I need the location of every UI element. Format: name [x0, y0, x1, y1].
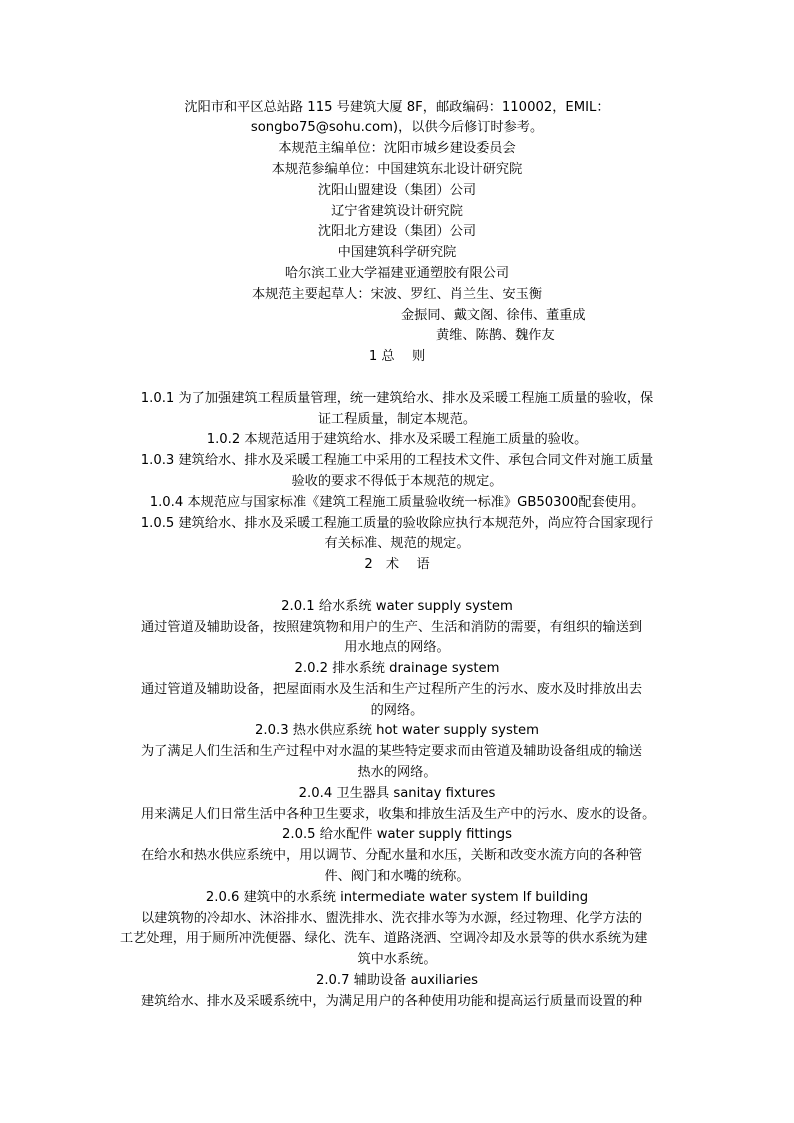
term-2-0-2-definition-continued: 的网络。	[370, 703, 424, 718]
term-2-0-7-heading: 2.0.7 辅助设备 auxiliaries	[315, 973, 479, 988]
drafters-line: 本规范主要起草人：宋波、罗红、肖兰生、安玉衡	[251, 287, 543, 302]
term-2-0-1-definition: 通过管道及辅助设备，按照建筑物和用户的生产、生活和消防的需要，有组织的输送到	[141, 620, 643, 635]
clause-1-0-1: 1.0.1 为了加强建筑工程质量管理，统一建筑给水、排水及采暖工程施工质量的验收，保	[140, 391, 654, 406]
clause-1-0-3: 1.0.3 建筑给水、排水及采暖工程施工中采用的工程技术文件、承包合同文件对施工质量	[140, 453, 654, 468]
term-2-0-5-definition: 在给水和热水供应系统中，用以调节、分配水量和水压，关断和改变水流方向的各种管	[141, 848, 643, 863]
participating-unit-item: 沈阳北方建设（集团）公司	[317, 224, 477, 239]
term-2-0-3-heading: 2.0.3 热水供应系统 hot water supply system	[255, 723, 539, 738]
participating-unit-item: 辽宁省建筑设计研究院	[331, 204, 463, 219]
drafters-continued-line: 金振同、戴文阁、徐伟、董重成	[401, 308, 586, 323]
clause-1-0-4: 1.0.4 本规范应与国家标准《建筑工程施工质量验收统一标准》GB50300配套使用。	[149, 495, 645, 510]
clause-1-0-3-continued: 验收的要求不得低于本规范的规定。	[291, 474, 503, 489]
term-2-0-6-heading: 2.0.6 建筑中的水系统 intermediate water system lf building	[205, 890, 589, 905]
drafters-continued-line: 黄维、陈鹊、魏作友	[436, 328, 555, 343]
term-2-0-7-definition: 建筑给水、排水及采暖系统中，为满足用户的各种使用功能和提高运行质量而设置的种	[141, 994, 643, 1009]
term-2-0-6-definition-continued: 工艺处理，用于厕所冲洗便器、绿化、洗车、道路浇洒、空调冷却及水景等的供水系统为建	[120, 931, 648, 946]
chief-editor-line: 本规范主编单位：沈阳市城乡建设委员会	[278, 141, 516, 156]
term-2-0-6-definition: 以建筑物的冷却水、沐浴排水、盥洗排水、洗衣排水等为水源，经过物理、化学方法的	[141, 911, 643, 926]
clause-1-0-5-continued: 有关标准、规范的规定。	[324, 536, 470, 551]
term-2-0-4-heading: 2.0.4 卫生器具 sanitay fixtures	[298, 786, 496, 801]
term-2-0-3-definition-continued: 热水的网络。	[357, 765, 437, 780]
contact-email-line: songbo75@sohu.com)，以供今后修订时参考。	[250, 120, 544, 135]
participating-unit-item: 沈阳山盟建设（集团）公司	[317, 183, 477, 198]
chapter-2-heading: 2 术 语	[364, 557, 430, 572]
term-2-0-2-definition: 通过管道及辅助设备，把屋面雨水及生活和生产过程所产生的污水、废水及时排放出去	[141, 682, 643, 697]
clause-1-0-5: 1.0.5 建筑给水、排水及采暖工程施工质量的验收除应执行本规范外，尚应符合国家现行	[140, 516, 654, 531]
term-2-0-2-heading: 2.0.2 排水系统 drainage system	[294, 661, 500, 676]
contact-address-line: 沈阳市和平区总站路 115 号建筑大厦 8F，邮政编码：110002，EMIL：	[184, 100, 610, 115]
participating-unit-item: 中国建筑科学研究院	[337, 245, 457, 260]
term-2-0-5-heading: 2.0.5 给水配件 water supply fittings	[282, 827, 512, 842]
term-2-0-3-definition: 为了满足人们生活和生产过程中对水温的某些特定要求而由管道及辅助设备组成的输送	[141, 744, 643, 759]
term-2-0-1-heading: 2.0.1 给水系统 water supply system	[281, 599, 513, 614]
participating-units-line: 本规范参编单位：中国建筑东北设计研究院	[271, 162, 523, 177]
chapter-1-heading: 1 总 则	[368, 349, 426, 364]
participating-unit-item: 哈尔滨工业大学福建亚通塑胶有限公司	[284, 266, 510, 281]
clause-1-0-2: 1.0.2 本规范适用于建筑给水、排水及采暖工程施工质量的验收。	[206, 432, 588, 447]
term-2-0-5-definition-continued: 件、阀门和水嘴的统称。	[324, 869, 470, 884]
term-2-0-6-definition-end: 筑中水系统。	[357, 952, 437, 967]
term-2-0-4-definition: 用来满足人们日常生活中各种卫生要求，收集和排放生活及生产中的污水、废水的设备。	[141, 807, 656, 822]
clause-1-0-1-continued: 证工程质量，制定本规范。	[317, 412, 477, 427]
term-2-0-1-definition-continued: 用水地点的网络。	[344, 640, 450, 655]
